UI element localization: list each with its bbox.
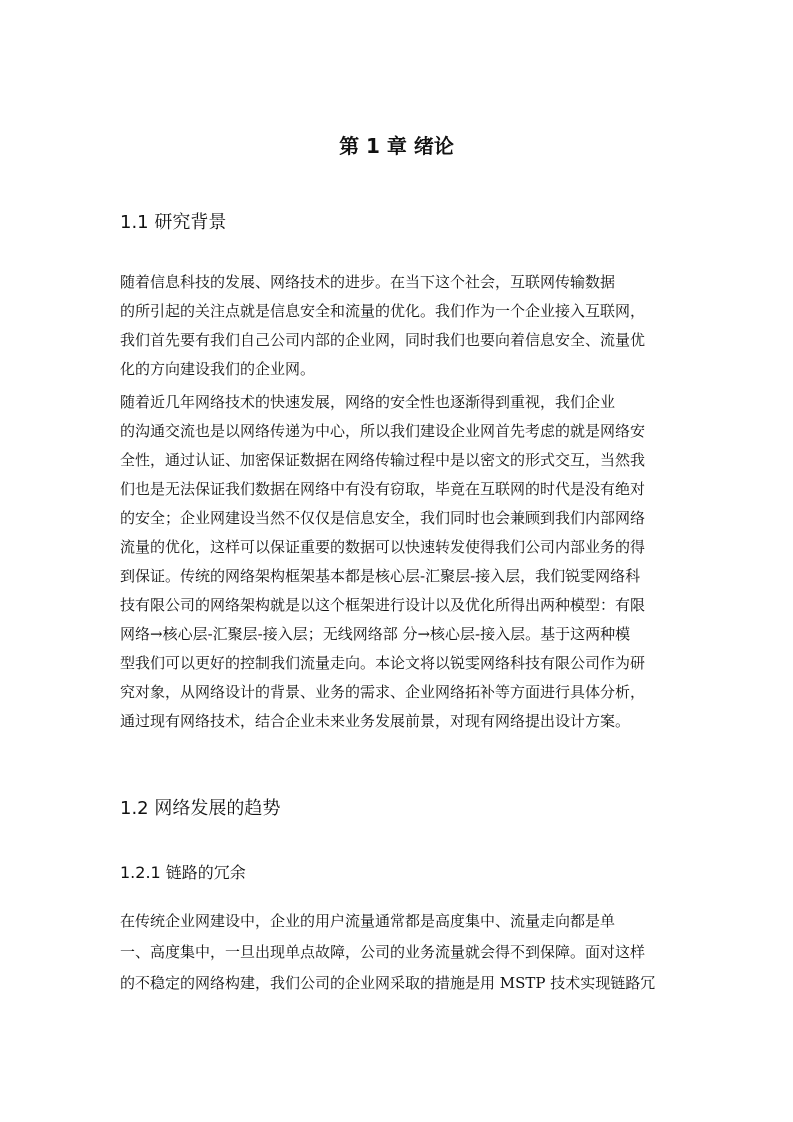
paragraph-line: 流量的优化，这样可以保证重要的数据可以快速转发使得我们公司内部业务的得 [120, 538, 646, 556]
paragraph-line: 一、高度集中，一旦出现单点故障，公司的业务流量就会得不到保障。面对这样 [120, 943, 646, 961]
paragraph-line: 通过现有网络技术，结合企业未来业务发展前景，对现有网络提出设计方案。 [120, 712, 631, 730]
paragraph-line: 全性，通过认证、加密保证数据在网络传输过程中是以密文的形式交互，当然我 [120, 451, 646, 469]
paragraph-line: 的不稳定的网络构建，我们公司的企业网采取的措施是用 MSTP 技术实现链路冗 [120, 974, 656, 992]
paragraph-line: 化的方向建设我们的企业网。 [120, 360, 316, 378]
paragraph-line: 随着近几年网络技术的快速发展，网络的安全性也逐渐得到重视，我们企业 [120, 393, 616, 411]
section-heading-1-2: 1.2 网络发展的趋势 [120, 798, 281, 819]
paragraph-line: 到保证。传统的网络架构框架基本都是核心层-汇聚层-接入层，我们锐雯网络科 [120, 567, 641, 585]
section-heading-1-1: 1.1 研究背景 [120, 212, 227, 233]
chapter-title: 第 1 章 绪论 [339, 134, 454, 158]
paragraph-line: 的沟通交流也是以网络传递为中心，所以我们建设企业网首先考虑的就是网络安 [120, 422, 646, 440]
paragraph-line: 究对象，从网络设计的背景、业务的需求、企业网络拓补等方面进行具体分析， [120, 683, 646, 701]
paragraph-link-redundancy [120, 906, 680, 999]
paragraph-line: 在传统企业网建设中，企业的用户流量通常都是高度集中、流量走向都是单 [120, 912, 616, 930]
subsection-heading-1-2-1: 1.2.1 链路的冗余 [120, 863, 246, 882]
paragraph-research-background-1 [120, 268, 680, 384]
paragraph-line: 随着信息科技的发展、网络技术的进步。在当下这个社会，互联网传输数据 [120, 273, 616, 291]
paragraph-line: 网络→核心层-汇聚层-接入层；无线网络部 分→核心层-接入层。基于这两种模 [120, 625, 631, 643]
paragraph-line: 的安全；企业网建设当然不仅仅是信息安全，我们同时也会兼顾到我们内部网络 [120, 509, 646, 527]
paragraph-line: 我们首先要有我们自己公司内部的企业网，同时我们也要向着信息安全、流量优 [120, 331, 646, 349]
paragraph-line: 们也是无法保证我们数据在网络中有没有窃取，毕竟在互联网的时代是没有绝对 [120, 480, 646, 498]
paragraph-line: 技有限公司的网络架构就是以这个框架进行设计以及优化所得出两种模型：有限 [120, 596, 646, 614]
paragraph-line: 型我们可以更好的控制我们流量走向。本论文将以锐雯网络科技有限公司作为研 [120, 654, 646, 672]
paragraph-line: 的所引起的关注点就是信息安全和流量的优化。我们作为一个企业接入互联网， [120, 302, 646, 320]
paragraph-research-background-2 [120, 388, 680, 736]
